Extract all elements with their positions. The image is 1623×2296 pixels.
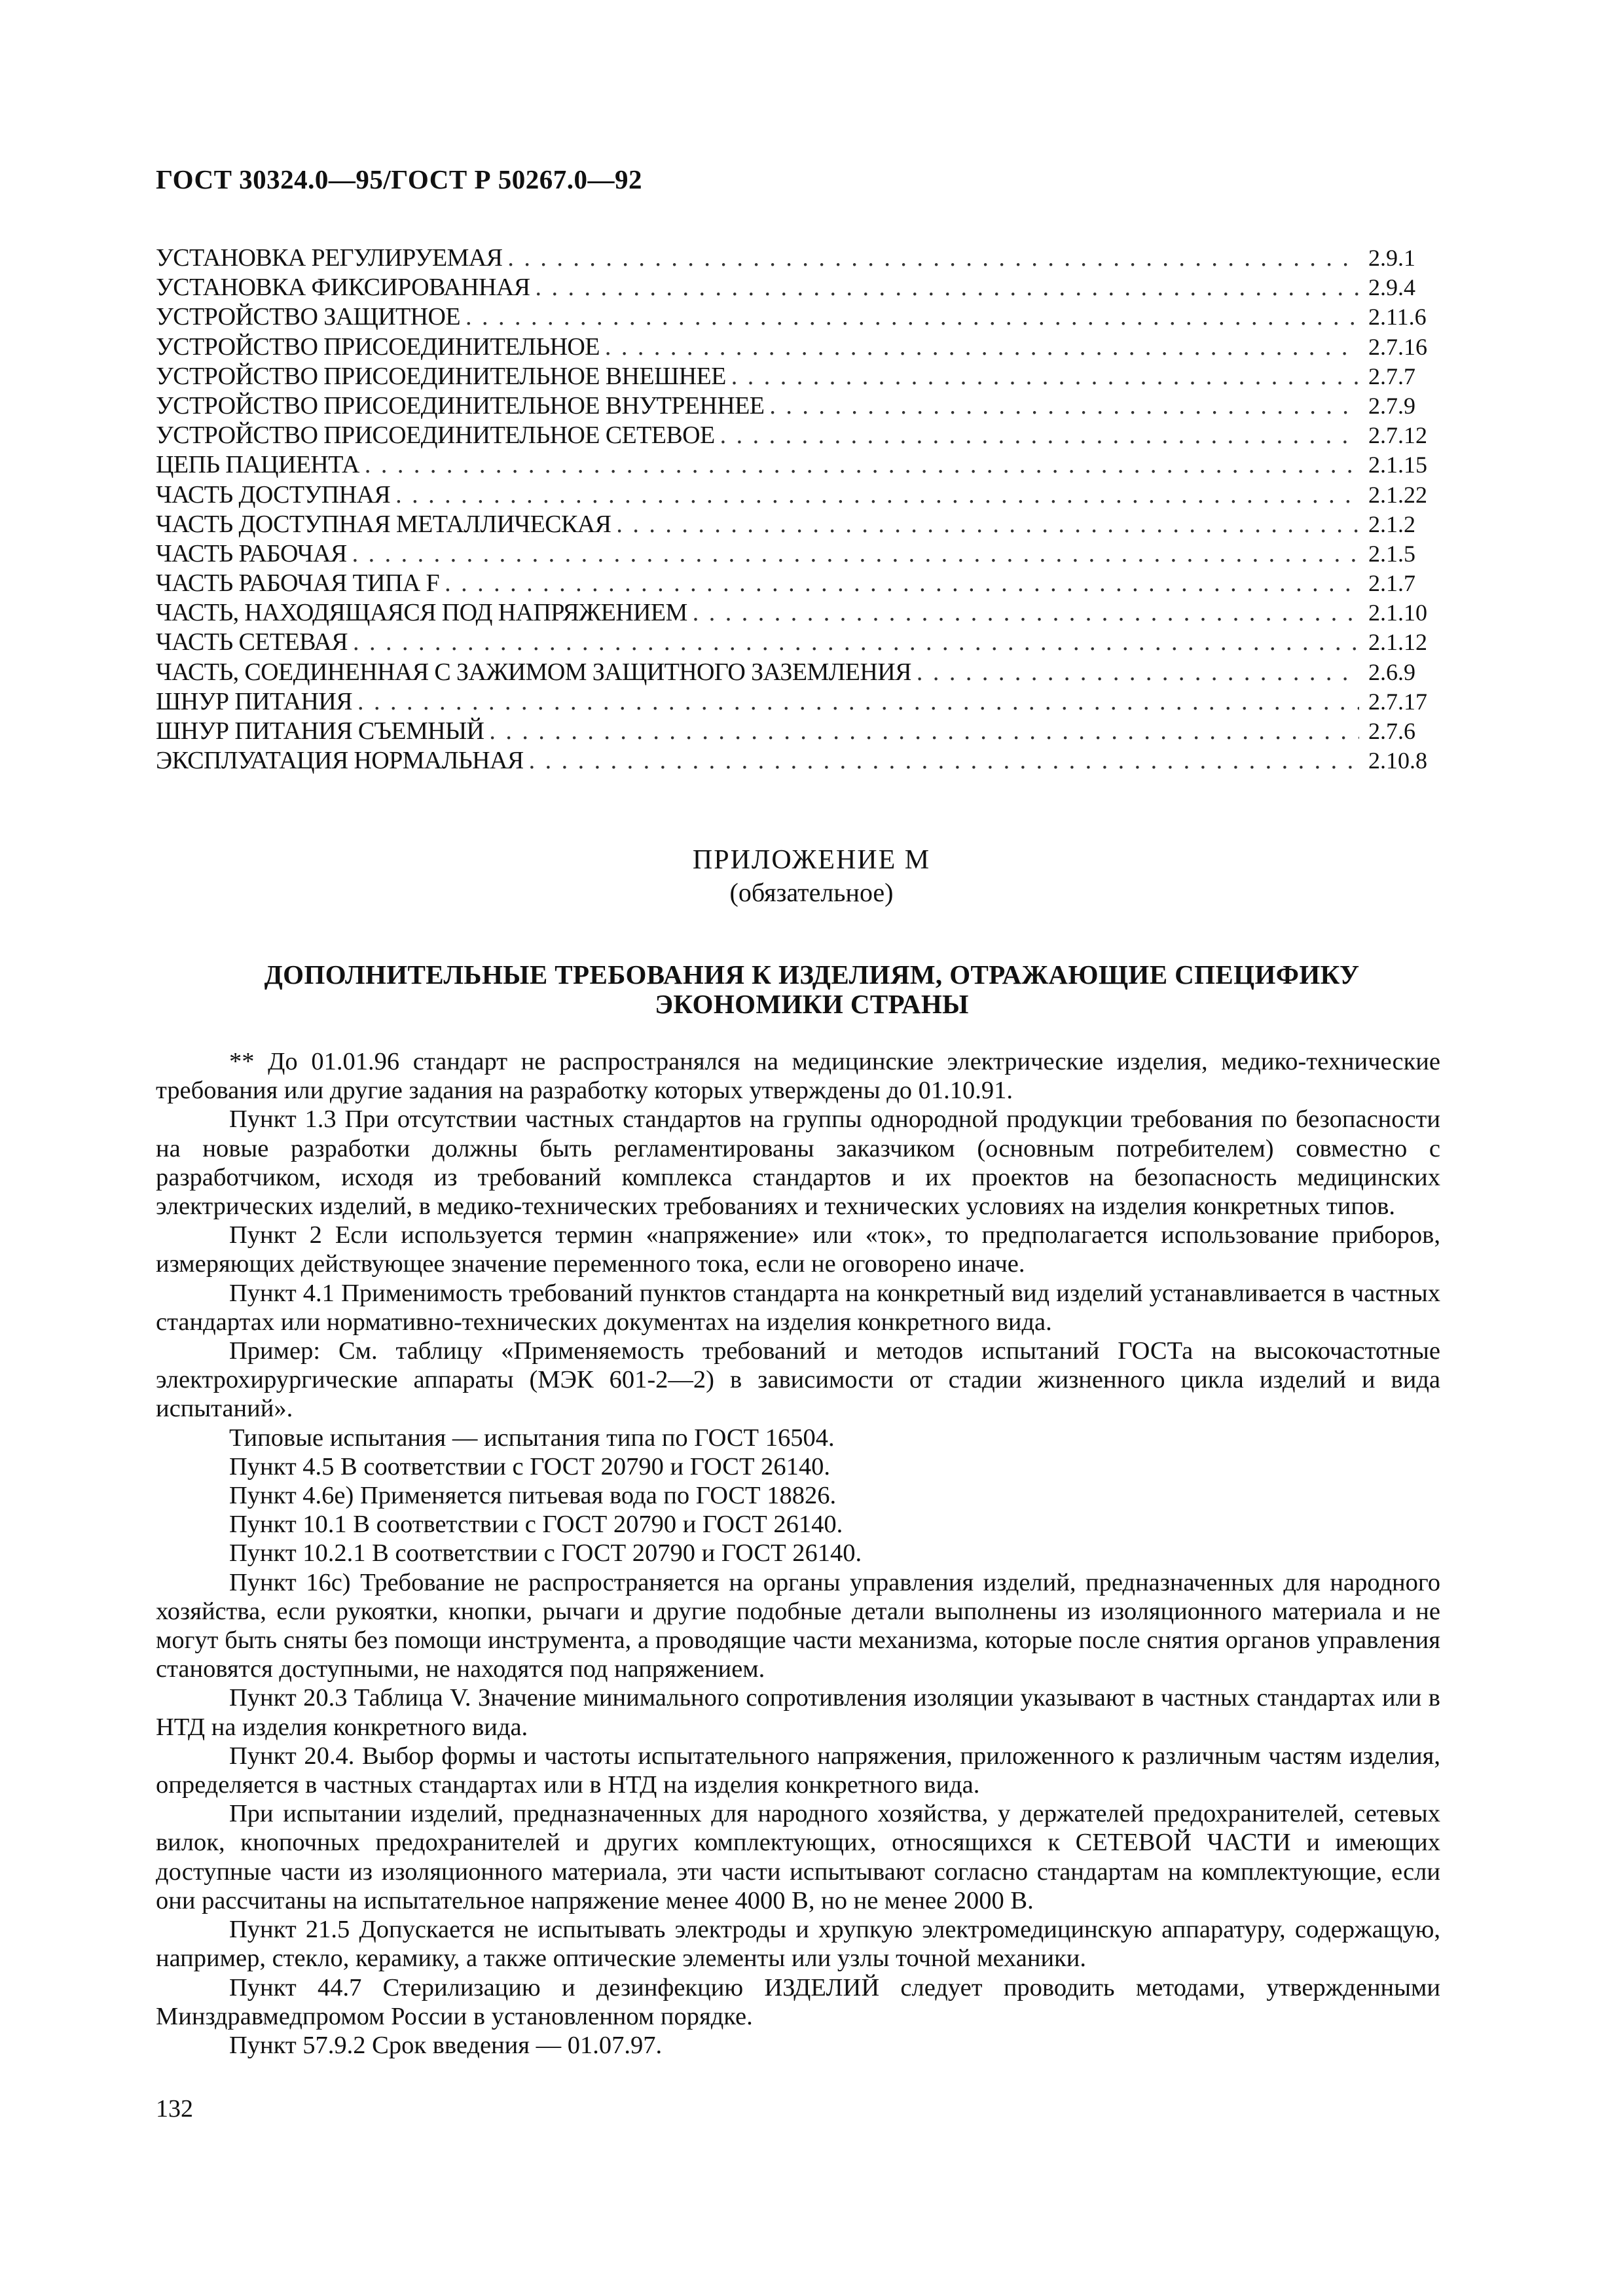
leader-dots (489, 717, 1359, 746)
index-term: УСТАНОВКА РЕГУЛИРУЕМАЯ (156, 244, 503, 272)
index-row (156, 510, 1440, 539)
index-term: ЧАСТЬ РАБОЧАЯ (156, 539, 347, 567)
appendix-title: ПРИЛОЖЕНИЕ М (692, 845, 931, 875)
paragraph: Пункт 4.5 В соответствии с ГОСТ 20790 и ГОСТ 26140. (229, 1452, 831, 1480)
index-term: УСТРОЙСТВО ПРИСОЕДИНИТЕЛЬНОЕ ВНЕШНЕЕ (156, 362, 726, 390)
index-term: ЧАСТЬ ДОСТУПНАЯ (156, 480, 391, 509)
paragraph: Пункт 2 Если используется термин «напряжение» или «ток», то предполагается использование приборов, измеряющих действующее значение переменного тока, если не оговорено иначе. (156, 1221, 1440, 1278)
index-term: ЧАСТЬ ДОСТУПНАЯ МЕТАЛЛИЧЕСКАЯ (156, 510, 611, 538)
paragraph: Пункт 16с) Требование не распространяется на органы управления изделий, предназначенных для народного хозяйства, если рукоятки, кнопки, рычаги и другие подобные детали выполнены из изоляционного материала и не могут быть сняты без помощи инструмента, а проводящие части механизма, которые после снятия органов управления становятся доступными, не находятся под напряжением. (156, 1568, 1440, 1683)
paragraph: Пункт 4.6е) Применяется питьевая вода по ГОСТ 18826. (229, 1482, 837, 1510)
paragraph: Пункт 10.1 В соответствии с ГОСТ 20790 и ГОСТ 26140. (229, 1511, 843, 1539)
document-header: ГОСТ 30324.0—95/ГОСТ Р 50267.0—92 (156, 164, 643, 194)
leader-dots (731, 362, 1359, 391)
index-ref: 2.6.9 (1368, 658, 1415, 685)
index-ref: 2.1.12 (1368, 629, 1427, 656)
appendix-heading-line: ЭКОНОМИКИ СТРАНЫ (655, 989, 969, 1019)
index-term: УСТРОЙСТВО ПРИСОЕДИНИТЕЛЬНОЕ ВНУТРЕННЕЕ (156, 391, 765, 420)
leader-dots (536, 273, 1360, 302)
appendix-heading-line: ДОПОЛНИТЕЛЬНЫЕ ТРЕБОВАНИЯ К ИЗДЕЛИЯМ, ОТРАЖАЮЩИЕ СПЕЦИФИКУ (264, 960, 1360, 990)
leader-dots (769, 391, 1359, 421)
index-row (156, 687, 1440, 717)
leader-dots (693, 598, 1359, 628)
index-ref: 2.9.1 (1368, 245, 1415, 271)
index-ref: 2.9.4 (1368, 274, 1415, 301)
paragraph: Пункт 20.3 Таблица V. Значение минимального сопротивления изоляции указывают в частных стандартах или в НТД на изделия конкретного вида. (156, 1684, 1440, 1741)
leader-dots (720, 421, 1359, 450)
appendix-heading (196, 960, 1427, 1019)
index-term: УСТРОЙСТВО ПРИСОЕДИНИТЕЛЬНОЕ СЕТЕВОЕ (156, 422, 715, 450)
index-ref: 2.1.22 (1368, 481, 1427, 508)
index-ref: 2.1.5 (1368, 540, 1415, 567)
index-ref: 2.7.17 (1368, 688, 1427, 715)
paragraph: При испытании изделий, предназначенных для народного хозяйства, у держателей предохранителей, сетевых вилок, кнопочных предохранителей и других комплектующих, относящихся к СЕТЕВОЙ ЧАСТИ и имеющих доступные части из изоляционного материала, эти части испытывают согласно стандартам на комплектующие, если они рассчитаны на испытательное напряжение менее 4000 В, но не менее 2000 В. (156, 1800, 1440, 1914)
index-term: ЧАСТЬ СЕТЕВАЯ (156, 628, 348, 656)
leader-dots (365, 450, 1359, 480)
appendix-status: (обязательное) (729, 878, 894, 907)
index-ref: 2.1.10 (1368, 600, 1427, 626)
index-ref: 2.1.7 (1368, 570, 1415, 597)
index-ref: 2.11.6 (1368, 304, 1427, 331)
index-ref: 2.1.15 (1368, 452, 1427, 478)
index-ref: 2.7.12 (1368, 422, 1427, 449)
leader-dots (605, 332, 1359, 362)
paragraph: Пункт 4.1 Применимость требований пунктов стандарта на конкретный вид изделий устанавливается в частных стандартах или нормативно-технических документах на изделия конкретного вида. (156, 1279, 1440, 1336)
index-row (156, 243, 1440, 273)
paragraph: Типовые испытания — испытания типа по ГОСТ 16504. (229, 1424, 835, 1452)
paragraph: Пункт 57.9.2 Срок введения — 01.07.97. (229, 2031, 663, 2059)
index-ref: 2.1.2 (1368, 511, 1415, 537)
page-number: 132 (156, 2095, 193, 2123)
leader-dots (917, 658, 1359, 687)
index-term: УСТАНОВКА ФИКСИРОВАННАЯ (156, 274, 530, 302)
index-row (156, 569, 1440, 598)
index-row (156, 332, 1440, 362)
index-row (156, 658, 1440, 687)
index-term: ЧАСТЬ РАБОЧАЯ ТИПА F (156, 569, 440, 598)
leader-dots (353, 628, 1359, 657)
index-row (156, 539, 1440, 569)
index-row (156, 628, 1440, 657)
index-ref: 2.10.8 (1368, 747, 1427, 774)
leader-dots (465, 302, 1359, 332)
index-term: УСТРОЙСТВО ЗАЩИТНОЕ (156, 303, 460, 331)
leader-dots (352, 539, 1359, 569)
index-term: ЧАСТЬ, НАХОДЯЩАЯСЯ ПОД НАПРЯЖЕНИЕМ (156, 599, 687, 627)
paragraph: Пункт 10.2.1 В соответствии с ГОСТ 20790 и ГОСТ 26140. (229, 1539, 862, 1568)
paragraph: Пункт 1.3 При отсутствии частных стандартов на группы однородной продукции требования по безопасности на новые разработки должны быть регламентированы заказчиком (основным потребителем) совместно с разработчиком, исходя из требований комплекса стандартов и их проектов на безопасность медицинских электрических изделий, в медико-технических требованиях и технических условиях на изделия конкретных типов. (156, 1105, 1440, 1221)
leader-dots (529, 746, 1359, 776)
term-index (156, 243, 1440, 776)
index-row (156, 362, 1440, 391)
index-term: ЭКСПЛУАТАЦИЯ НОРМАЛЬНАЯ (156, 747, 524, 775)
index-term: ШНУР ПИТАНИЯ СЪЕМНЫЙ (156, 717, 484, 745)
paragraph: ** До 01.01.96 стандарт не распространялся на медицинские электрические изделия, медико-технические требования или другие задания на разработку которых утверждены до 01.10.91. (156, 1048, 1440, 1105)
index-row (156, 391, 1440, 421)
leader-dots (507, 243, 1359, 273)
index-row (156, 273, 1440, 302)
index-row (156, 450, 1440, 480)
index-ref: 2.7.16 (1368, 333, 1427, 360)
leader-dots (445, 569, 1359, 598)
index-row (156, 717, 1440, 746)
appendix-body (156, 1047, 1440, 2060)
paragraph: Пункт 21.5 Допускается не испытывать электроды и хрупкую электромедицинскую аппаратуру, содержащую, например, стекло, керамику, а также оптические элементы или узлы точной механики. (156, 1916, 1440, 1973)
index-row (156, 746, 1440, 776)
paragraph: Пункт 44.7 Стерилизацию и дезинфекцию ИЗДЕЛИЙ следует проводить методами, утвержденными Минздравмедпромом России в установленном порядке. (156, 1973, 1440, 2030)
index-row (156, 302, 1440, 332)
index-term: ЦЕПЬ ПАЦИЕНТА (156, 451, 359, 479)
leader-dots (395, 480, 1359, 510)
paragraph: Пример: См. таблицу «Применяемость требований и методов испытаний ГОСТа на высокочастотные электрохирургические аппараты (МЭК 601-2—2) в зависимости от стадии жизненного цикла изделий и вида испытаний». (156, 1337, 1440, 1423)
index-term: УСТРОЙСТВО ПРИСОЕДИНИТЕЛЬНОЕ (156, 332, 600, 361)
index-ref: 2.7.9 (1368, 392, 1415, 419)
paragraph: Пункт 20.4. Выбор формы и частоты испытательного напряжения, приложенного к различным частям изделия, определяется в частных стандартах или в НТД на изделия конкретного вида. (156, 1742, 1440, 1799)
index-ref: 2.7.6 (1368, 718, 1415, 744)
index-term: ЧАСТЬ, СОЕДИНЕННАЯ С ЗАЖИМОМ ЗАЩИТНОГО ЗАЗЕМЛЕНИЯ (156, 658, 911, 686)
index-term: ШНУР ПИТАНИЯ (156, 687, 352, 715)
index-row (156, 598, 1440, 628)
index-ref: 2.7.7 (1368, 363, 1415, 389)
index-row (156, 421, 1440, 450)
index-row (156, 480, 1440, 510)
leader-dots (357, 687, 1359, 717)
leader-dots (616, 510, 1359, 539)
